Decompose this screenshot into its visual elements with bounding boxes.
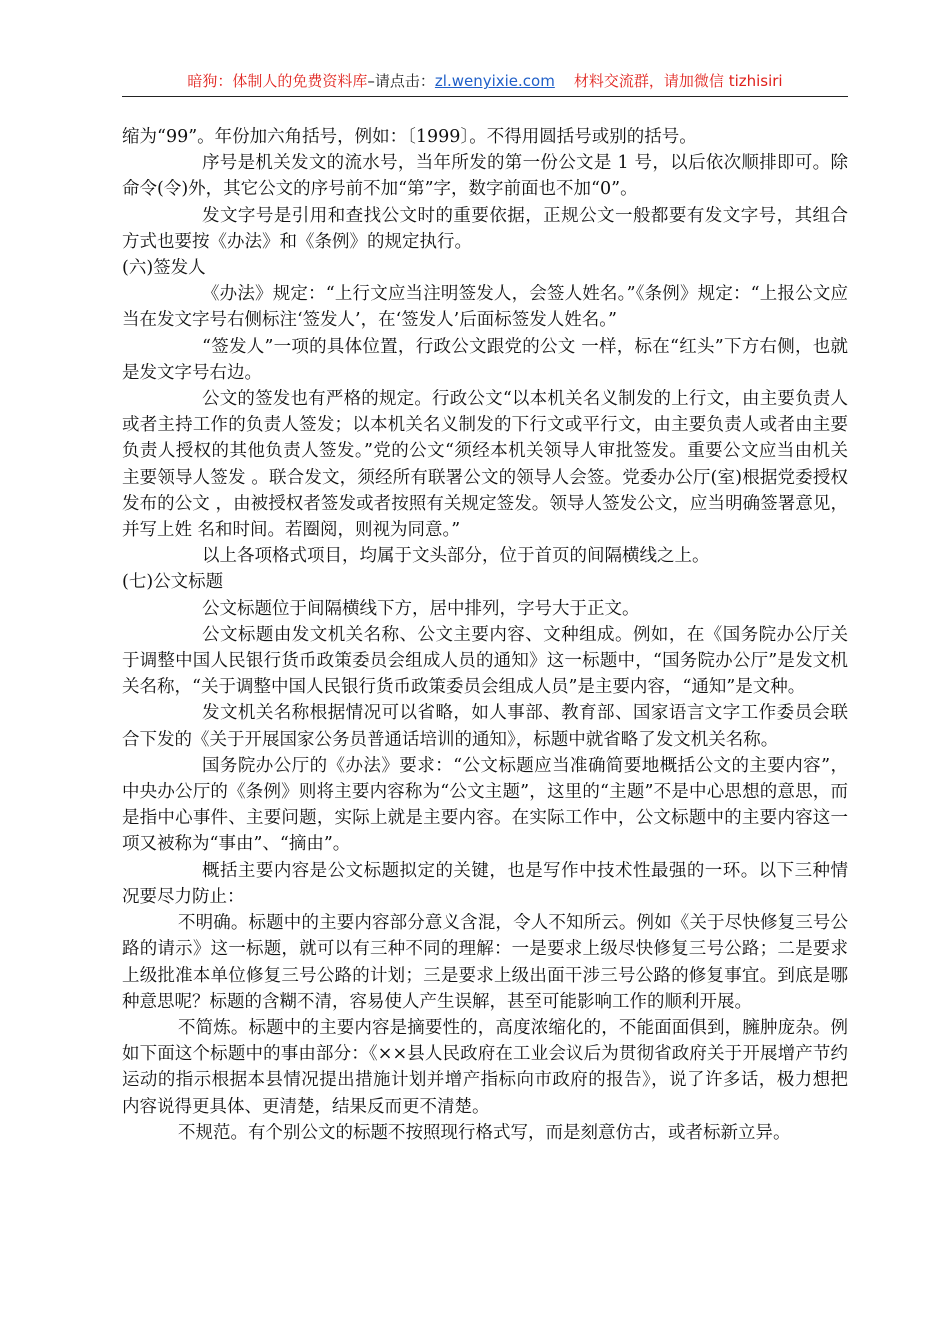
section-heading: (六)签发人	[122, 258, 206, 279]
page-header	[122, 70, 848, 92]
paragraph: 发文字号是引用和查找公文时的重要依据，正规公文一般都要有发文字号，其组合方式也要按《办法》和《条例》的规定执行。	[122, 205, 848, 252]
header-divider	[122, 96, 848, 97]
paragraph: 不明确。标题中的主要内容部分意义含混，令人不知所云。例如《关于尽快修复三号公路的请示》这一标题，就可以有三种不同的理解：一是要求上级尽快修复三号公路；二是要求上级批准本单位修复三号公路的计划；三是要求上级出面干涉三号公路的修复事宜。到底是哪种意思呢？标题的含糊不清，容易使人产生误解，甚至可能影响工作的顺利开展。	[122, 913, 848, 1012]
paragraph: 以上各项格式项目，均属于文头部分，位于首页的间隔横线之上。	[202, 546, 710, 567]
header-brand: 暗狗：体制人的免费资料库	[187, 72, 368, 90]
paragraph: 发文机关名称根据情况可以省略，如人事部、教育部、国家语言文字工作委员会联合下发的《关于开展国家公务员普通话培训的通知》，标题中就省略了发文机关名称。	[122, 703, 848, 750]
paragraph: 公文标题由发文机关名称、公文主要内容、文种组成。例如，在《国务院办公厅关于调整中国人民银行货币政策委员会组成人员的通知》这一标题中，“国务院办公厅”是发文机关名称，“关于调整中国人民银行货币政策委员会组成人员”是主要内容，“通知”是文种。	[122, 624, 848, 698]
paragraph: “签发人”一项的具体位置，行政公文跟党的公文 一样，标在“红头”下方右侧，也就是发文字号右边。	[122, 336, 848, 383]
paragraph: 《办法》规定：“上行文应当注明签发人，会签人姓名。”《条例》规定：“上报公文应当在发文字号右侧标注‘签发人’，在‘签发人’后面标签发人姓名。”	[122, 284, 848, 331]
document-body	[122, 124, 848, 1146]
paragraph: 不规范。有个别公文的标题不按照现行格式写，而是刻意仿古，或者标新立异。	[178, 1122, 791, 1143]
paragraph: 缩为“99”。年份加六角括号，例如：〔1999〕。不得用圆括号或别的括号。	[122, 127, 697, 147]
header-note: 材料交流群，请加微信 tizhisiri	[573, 72, 783, 90]
paragraph: 公文的签发也有严格的规定。行政公文“以本机关名义制发的上行文，由主要负责人或者主持工作的负责人签发；以本机关名义制发的下行文或平行文，由主要负责人或者由主要负责人授权的其他负责人签发。”党的公文“须经本机关领导人审批签发。重要公文应当由机关主要领导人签发 。联合发文，须经所有联署公文的领导人会签。党委办公厅(室)根据党委授权发布的公文 ，由被授权者签发或者按照有关规定签发。领导人签发公文，应当明确签署意见，并写上姓 名和时间。若圈阅，则视为同意。”	[122, 389, 848, 541]
paragraph: 序号是机关发文的流水号，当年所发的第一份公文是 1 号，以后依次顺排即可。除命令(令)外，其它公文的序号前不加“第”字，数字前面也不加“0”。	[122, 153, 848, 200]
paragraph: 公文标题位于间隔横线下方，居中排列，字号大于正文。	[202, 598, 640, 619]
paragraph: 概括主要内容是公文标题拟定的关键，也是写作中技术性最强的一环。以下三种情况要尽力防止：	[122, 860, 848, 907]
header-link[interactable]: zl.wenyixie.com	[434, 72, 555, 90]
section-heading: (七)公文标题	[122, 572, 224, 593]
header-prompt: –请点击：	[367, 72, 435, 90]
paragraph: 国务院办公厅的《办法》要求：“公文标题应当准确简要地概括公文的主要内容”，中央办公厅的《条例》则将主要内容称为“公文主题”，这里的“主题”不是中心思想的意思，而是指中心事件、主要问题，实际上就是主要内容。在实际工作中，公文标题中的主要内容这一项又被称为“事由”、“摘由”。	[122, 755, 848, 855]
paragraph: 不简炼。标题中的主要内容是摘要性的，高度浓缩化的，不能面面俱到，臃肿庞杂。例如下面这个标题中的事由部分：《××县人民政府在工业会议后为贯彻省政府关于开展增产节约运动的指示根据本县情况提出措施计划并增产指标向市政府的报告》，说了许多话，极力想把内容说得更具体、更清楚，结果反而更不清楚。	[122, 1017, 848, 1117]
